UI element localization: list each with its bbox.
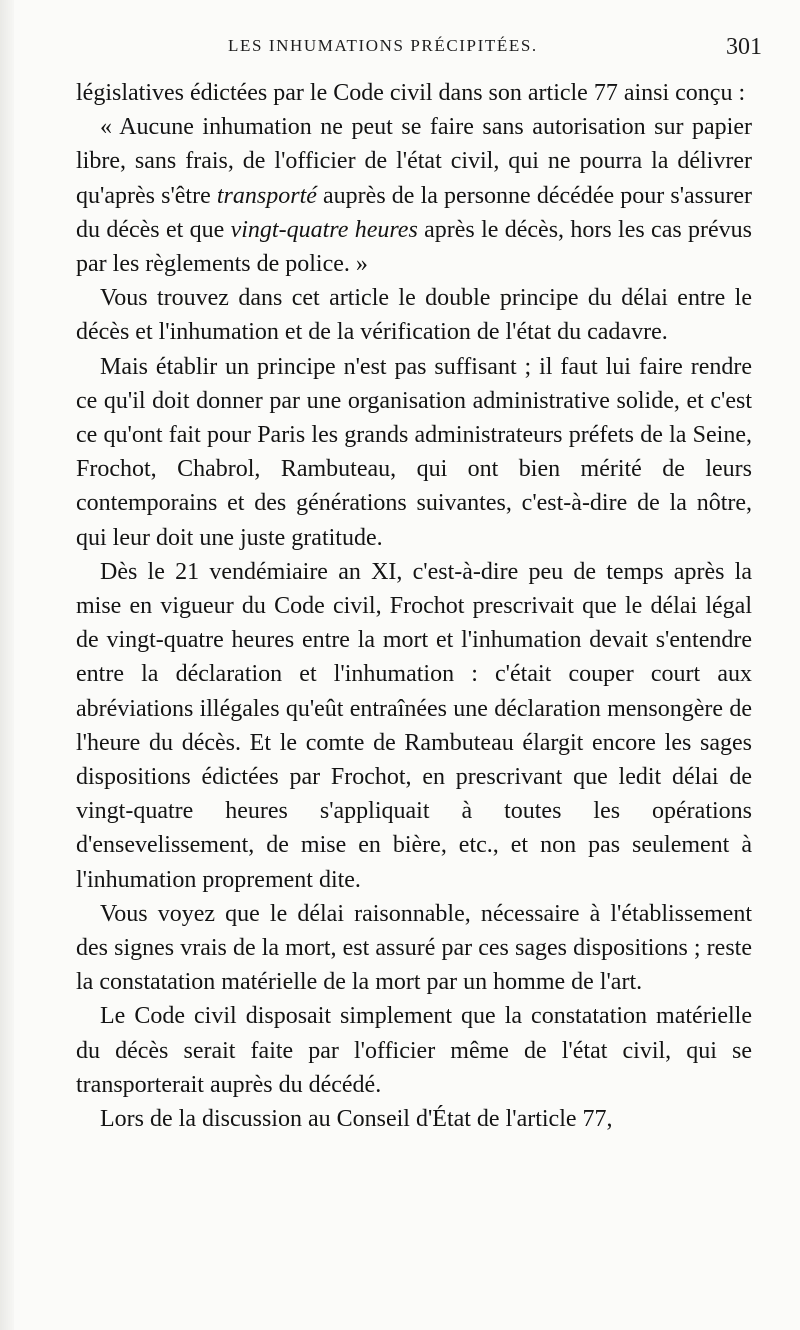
paragraph [76, 897, 752, 1000]
text-run: Mais établir un principe n'est pas suffisant ; il faut lui faire rendre ce qu'il doit donner par une organisation administrative solide, et c'est ce qu'ont fait pour Paris les grands administrateurs préfets de la Seine, Frochot, Chabrol, Rambuteau, qui ont bien mérité de leurs contemporains et des générations suivantes, c'est-à-dire de la nôtre, qui leur doit une juste gratitude. [76, 353, 752, 551]
page-header [0, 34, 800, 64]
italic-text-run: transporté [216, 182, 317, 209]
body-text [76, 76, 752, 1136]
text-run: Lors de la discussion au Conseil d'État de l'article 77, [100, 1106, 613, 1133]
running-title: LES INHUMATIONS PRÉCIPITÉES. [228, 36, 538, 55]
scan-edge-shadow [0, 0, 14, 1330]
text-run: Dès le 21 vendémiaire an XI, c'est-à-dire peu de temps après la mise en vigueur du Code civil, Frochot prescrivait que le délai légal de vingt-quatre heures entre la mort et l'inhumation devait s'entendre entre la déclaration et l'inhumation : c'était couper court aux abréviations illégales qu'eût entraînées une déclaration mensongère de l'heure du décès. Et le comte de Rambuteau élargit encore les sages dispositions édictées par Frochot, en prescrivant que ledit délai de vingt-quatre heures s'appliquait à toutes les opérations d'ensevelissement, de mise en bière, etc., et non pas seulement à l'inhumation proprement dite. [76, 558, 752, 893]
paragraph [76, 350, 752, 555]
italic-text-run: vingt-quatre heures [230, 216, 418, 243]
text-run: Le Code civil disposait simplement que la constatation matérielle du décès serait faite par l'officier même de l'état civil, qui se transporterait auprès du décédé. [76, 1003, 752, 1098]
text-run: auprès de la personne décédée pour s'assurer du décès et que [76, 182, 752, 243]
paragraph [76, 555, 752, 897]
page-number: 301 [726, 34, 762, 60]
text-run: Vous trouvez dans cet article le double principe du délai entre le décès et l'inhumation et de la vérification de l'état du cadavre. [76, 285, 752, 346]
paragraph [76, 999, 752, 1102]
text-run: « Aucune inhumation ne peut se faire sans autorisation sur papier libre, sans frais, de l'officier de l'état civil, qui ne pourra la délivrer qu'après s'être [76, 114, 752, 209]
text-run: après le décès, hors les cas prévus par les règlements de police. » [76, 216, 753, 278]
text-run: législatives édictées par le Code civil dans son article 77 ainsi conçu : [76, 80, 746, 106]
paragraph [76, 281, 752, 349]
paragraph [76, 110, 752, 281]
text-run: Vous voyez que le délai raisonnable, nécessaire à l'établissement des signes vrais de la mort, est assuré par ces sages dispositions ; reste la constatation matérielle de la mort par un homme de l'art. [76, 900, 752, 996]
paragraph [76, 76, 752, 110]
paragraph [76, 1102, 752, 1136]
